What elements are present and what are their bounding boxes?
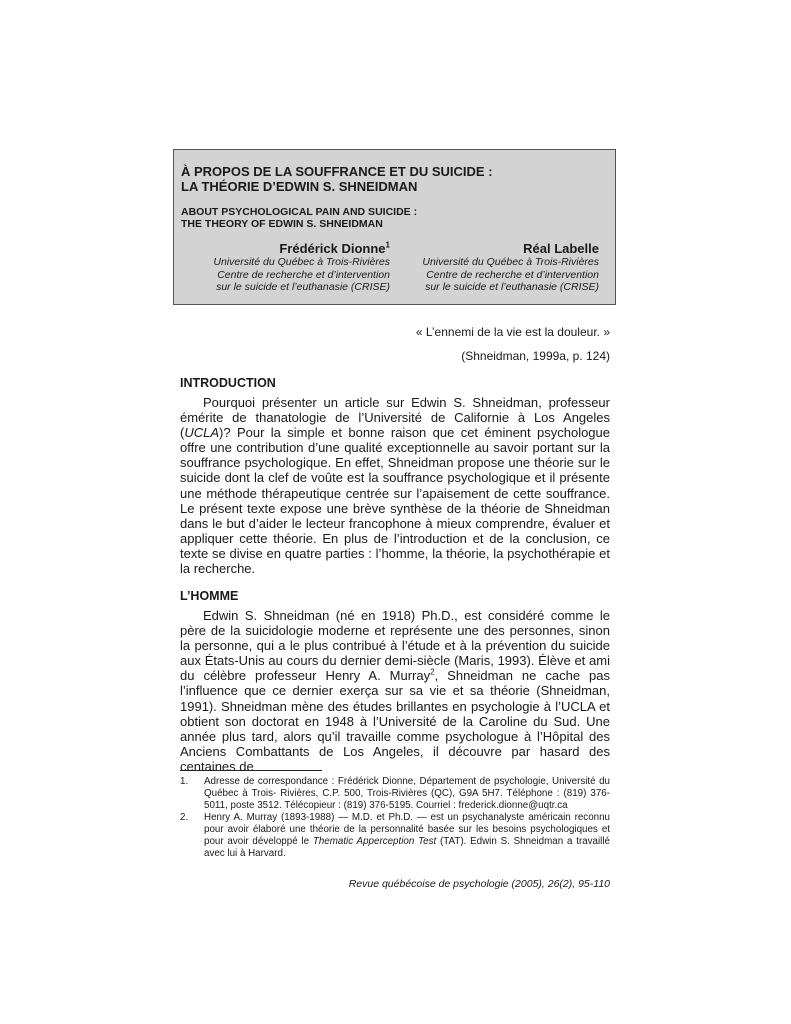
subtitle-line-1: ABOUT PSYCHOLOGICAL PAIN AND SUICIDE :: [181, 206, 418, 218]
affiliation-line: Université du Québec à Trois-Rivières: [422, 256, 599, 268]
epigraph-quote: « L’ennemi de la vie est la douleur. »: [415, 325, 610, 339]
lhomme-section: [180, 589, 610, 774]
footnote-2: 2. Henry A. Murray (1893-1988) — M.D. et Ph.D. — est un psychanalyste américain reconnu pour avoir élaboré une théorie de la personnalité basée sur les besoins psychologiques et pour avoir développé le Thematic Apperception Test (TAT). Edwin S. Shneidman a travaillé avec lui à Harvard.: [180, 812, 610, 859]
footnotes: [180, 776, 610, 860]
footnote-number: 2.: [180, 812, 189, 823]
author-name: Frédérick Dionne$^1$: [279, 240, 390, 256]
introduction-section: [180, 376, 610, 576]
section-heading: L’HOMME: [180, 589, 239, 603]
journal-citation: Revue québécoise de psychologie (2005), 26(2), 95-110: [348, 878, 610, 890]
footnote-1: 1. Adresse de correspondance : Frédérick Dionne, Département de psychologie, Université du Québec à Trois- Rivières, C.P. 500, Trois-Rivières (QC), G9A 5H7. Téléphone : (819) 376-5011, poste 3512. Télécopieur : (819) 376-5195. Courriel : frederick.dionne@uqtr.ca: [180, 776, 610, 811]
footnote-divider: [180, 770, 322, 771]
title-line-2: LA THÉORIE D’EDWIN S. SHNEIDMAN: [181, 179, 418, 194]
lhomme-paragraph: Edwin S. Shneidman (né en 1918) Ph.D., est considéré comme le père de la suicidologie moderne et représente une des personnes, sinon la personne, qui a le plus contribué à l’étude et à la prévention du suicide aux États-Unis au cours du dernier demi-siècle (Maris, 1993). Élève et ami du célèbre professeur Henry A. Murray$^2$, Shneidman ne cache pas l’influence que ce dernier exerça sur sa vie et sa théorie (Shneidman, 1991). Shneidman mène des études brillantes en psychologie à l’UCLA et obtient son doctorat en 1948 à l’Université de la Caroline du Sud. Une année plus tard, alors qu’il travaille comme psychologue à l’Hôpital des Anciens Combattants de Los Angeles, il découvre par hasard des centaines de: [180, 608, 610, 774]
affiliation-line: Centre de recherche et d’intervention: [426, 268, 599, 281]
epigraph-source: (Shneidman, 1999a, p. 124): [461, 349, 610, 363]
title-box: [173, 149, 616, 305]
affiliation-line: Université du Québec à Trois-Rivières: [213, 256, 390, 268]
author-labelle: [399, 241, 599, 294]
author-name: Réal Labelle: [523, 241, 599, 256]
affiliation-line: sur le suicide et l’euthanasie (CRISE): [216, 281, 390, 293]
author-dionne: [190, 241, 390, 294]
title-line-1: À PROPOS DE LA SOUFFRANCE ET DU SUICIDE :: [181, 164, 493, 179]
affiliation-line: sur le suicide et l’euthanasie (CRISE): [425, 281, 599, 293]
footnote-ref-2[interactable]: 2: [430, 668, 435, 678]
introduction-paragraph: Pourquoi présenter un article sur Edwin S. Shneidman, professeur émérite de thanatologie de l’Université de Californie à Los Angeles (UCLA)? Pour la simple et bonne raison que cet éminent psychologue offre une contribution d’une qualité exceptionnelle au savoir portant sur la souffrance psychologique. En effet, Shneidman propose une théorie sur le suicide dont la clef de voûte est la souffrance psychologique et il présente une méthode thérapeutique centrée sur l’apaisement de cette souffrance. Le présent texte expose une brève synthèse de la théorie de Shneidman dans le but d’aider le lecteur francophone à mieux comprendre, évaluer et appliquer cette théorie. En plus de l’introduction et de la conclusion, ce texte se divise en quatre parties : l’homme, la théorie, la psychothérapie et la recherche.: [180, 395, 610, 577]
affiliation-line: Centre de recherche et d’intervention: [217, 268, 390, 281]
article-subtitle: [181, 206, 611, 230]
section-heading: INTRODUCTION: [180, 376, 276, 390]
footnote-number: 1.: [180, 776, 189, 787]
footnote-ref-1[interactable]: 1: [385, 240, 390, 250]
article-title: [181, 164, 611, 194]
subtitle-line-2: THE THEORY OF EDWIN S. SHNEIDMAN: [181, 218, 383, 230]
